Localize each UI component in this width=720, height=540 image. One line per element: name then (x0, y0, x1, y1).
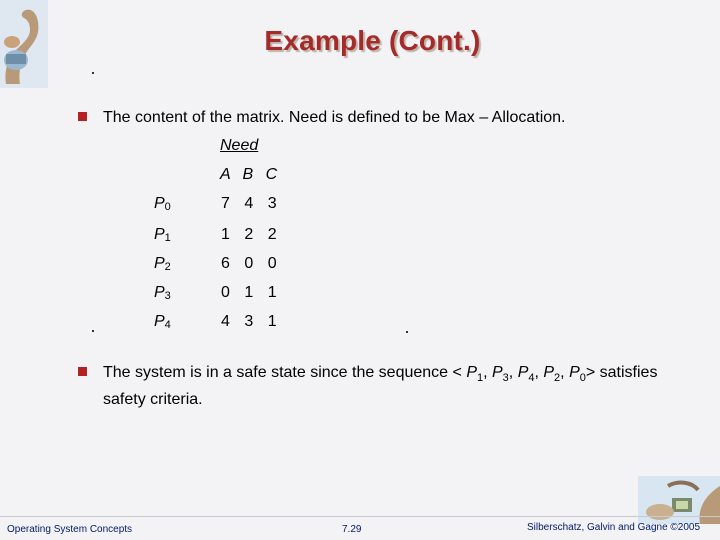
bullet-safe-state (78, 362, 678, 410)
bullet-square-icon (78, 367, 87, 376)
need-matrix-column-headers: A B C (220, 166, 282, 183)
bullet-square-icon (78, 112, 87, 121)
stray-dot (406, 331, 408, 333)
footer-copyright: Silberschatz, Galvin and Gagne ©2005 (527, 522, 701, 533)
need-row-p3: 0 1 1 (221, 284, 282, 301)
stray-dot (92, 330, 94, 332)
process-label-p1: $P_1$ (154, 226, 171, 244)
need-row-p2: 6 0 0 (221, 255, 282, 272)
process-label-p0: $P_0$ (154, 195, 171, 213)
process-label-p3: $P_3$ (154, 284, 171, 302)
need-row-p4: 4 3 1 (221, 313, 282, 330)
footer-divider (0, 516, 720, 517)
need-row-p0: 7 4 3 (221, 195, 282, 212)
footer-course-name: Operating System Concepts (7, 524, 133, 535)
stray-dot (92, 72, 94, 74)
process-label-p2: $P_2$ (154, 255, 171, 273)
bullet-text: The system is in a safe state since the sequence < $P_1$, $P_3$, $P_4$, $P_2$, $P_0>$ satisfies safety criteria. (103, 364, 658, 409)
footer-slide-number: 7.29 (342, 524, 362, 535)
process-label-p4: $P_4$ (154, 313, 171, 331)
bullet-need-definition (78, 107, 678, 128)
need-row-p1: 1 2 2 (221, 226, 282, 243)
slide-title: Example (Cont.) (264, 25, 481, 56)
need-matrix-title: Need (220, 137, 259, 154)
bullet-text: The content of the matrix. Need is defined to be Max – Allocation. (103, 109, 566, 126)
